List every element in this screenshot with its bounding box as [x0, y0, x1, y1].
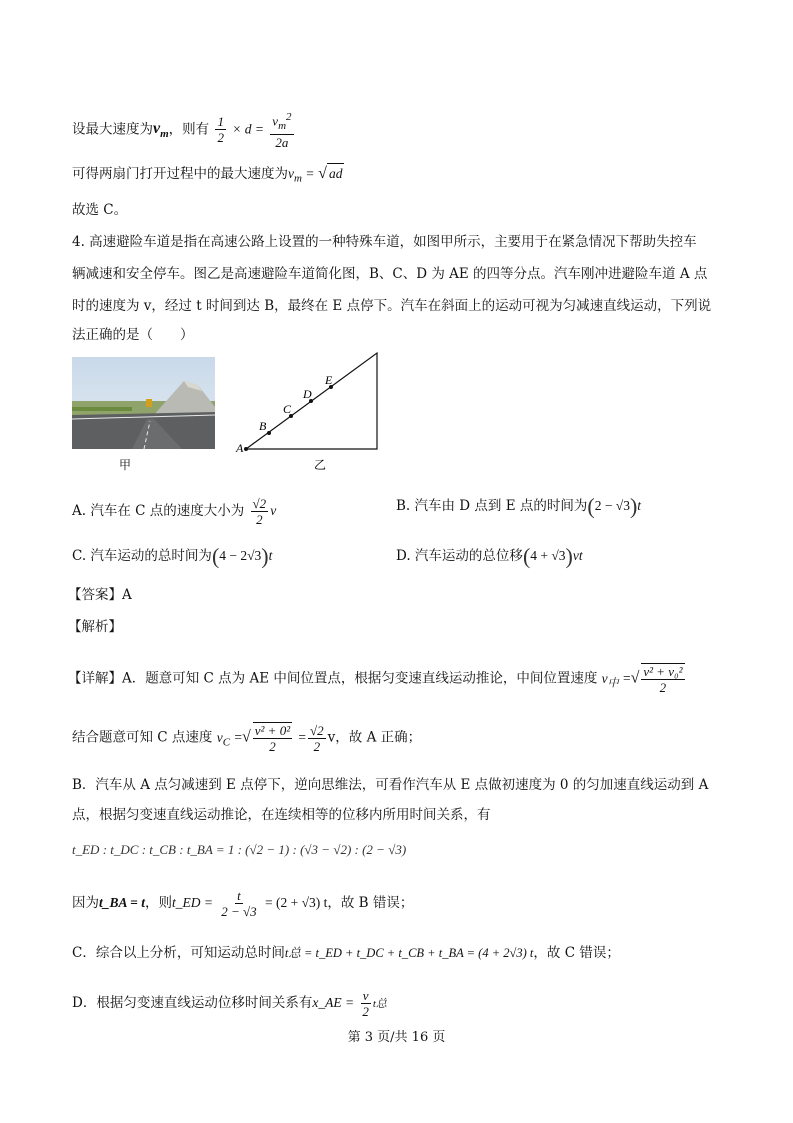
- detail-b-line-3: [72, 888, 413, 919]
- option-a-suffix: v: [270, 503, 277, 518]
- detail-d-line: [72, 988, 387, 1019]
- text: ，故 C 错误；: [533, 945, 620, 961]
- text: 可得两扇门打开过程中的最大速度为: [72, 166, 288, 182]
- text: ，则: [144, 895, 172, 911]
- q4-line-2: 辆减速和安全停车。图乙是高速避险车道简化图，B、C、D 为 AE 的四等分点。汽车刚冲进避险车道 A 点: [72, 266, 708, 282]
- detail-a-line-2: 结合题意可知 C 点速度 $v_C$ =√ $\frac{\text{v² + 0²}}{2}$ = $\frac{√2}{2}$ v，故 A 正确；: [72, 722, 422, 754]
- option-b-text: B. 汽车由 D 点到 E 点的时间为: [396, 498, 588, 514]
- fraction-mid-velocity: $\frac{\text{v² + v₀²}}{2}$: [643, 664, 683, 695]
- option-b[interactable]: B. 汽车由 D 点到 E 点的时间为(2 − √3)t: [396, 493, 642, 519]
- line-max-velocity: [72, 110, 296, 150]
- ted-result: = (2 + √3) t: [264, 895, 328, 910]
- q4-line-1: 4. 高速避险车道是指在高速公路上设置的一种特殊车道，如图甲所示，主要用于在紧急情况下帮助失控车: [72, 234, 697, 250]
- text: 【详解】A．题意可知 C 点为 AE 中间位置点，根据匀变速直线运动推论，中间位置速度: [68, 670, 598, 687]
- fraction-half: $\frac{1}{2}$: [217, 114, 224, 146]
- text: ，故 B 错误；: [327, 895, 414, 911]
- q4-line-3: 时的速度为 v，经过 t 时间到达 B，最终在 E 点停下。汽车在斜面上的运动可视为匀减速直线运动，下列说: [72, 298, 712, 314]
- choose-c: 故选 C。: [72, 202, 128, 218]
- text: D．根据匀变速直线运动位移时间关系有: [72, 995, 313, 1011]
- point-b-label: B: [259, 419, 267, 433]
- v-mid-symbol: $v_中$: [601, 670, 619, 690]
- point-c-label: C: [283, 402, 292, 416]
- option-c-text: C. 汽车运动的总时间为: [72, 548, 212, 564]
- option-c[interactable]: C. 汽车运动的总时间为(4 − 2√3)t: [72, 543, 273, 569]
- tba-eq: t_BA = t: [99, 895, 145, 910]
- ramp-diagram: [232, 348, 392, 473]
- caption-yi: 乙: [314, 458, 327, 472]
- vm-symbol: $v_m$: [288, 166, 302, 185]
- fraction-sqrt2-2: $\frac{√2}{2}$: [310, 722, 324, 754]
- text: 结合题意可知 C 点速度: [72, 729, 213, 746]
- total-time-expr: t总 = t_ED + t_DC + t_CB + t_BA = (4 + 2√3) t: [284, 946, 534, 960]
- sqrt-icon: √: [241, 728, 251, 746]
- option-b-expr: 2 − √3: [594, 498, 630, 513]
- fraction-v-over-2: $\frac{v}{2}$: [362, 988, 369, 1019]
- option-c-suffix: t: [268, 548, 273, 563]
- q4-line-4: 法正确的是（ ）: [72, 327, 194, 343]
- option-a[interactable]: [72, 496, 276, 527]
- fraction-vc: $\frac{\text{v² + 0²}}{2}$: [254, 723, 291, 754]
- point-e-label: E: [325, 373, 333, 387]
- radicand: ad: [327, 163, 345, 184]
- point-a-label: A: [236, 441, 244, 455]
- caption-jia: 甲: [119, 458, 132, 472]
- detail-c-line: [72, 943, 620, 963]
- vm-symbol: $v_m$: [153, 120, 169, 141]
- fraction-vm2-2a: $\frac{v_m^2}{2a}$: [272, 111, 292, 150]
- option-b-suffix: t: [637, 498, 642, 513]
- option-d[interactable]: D. 汽车运动的总位移(4 + √3)vt: [396, 543, 583, 569]
- detail-b-line-2: 点，根据匀变速直线运动推论，在连续相等的位移内所用时间关系，有: [72, 807, 491, 823]
- times-d: × d =: [232, 121, 264, 137]
- text: C．综合以上分析，可知运动总时间: [72, 945, 285, 961]
- sqrt-icon: √: [318, 165, 327, 182]
- option-d-suffix: vt: [572, 548, 583, 563]
- page-footer: 第 3 页/共 16 页: [347, 1030, 446, 1045]
- text: 因为: [72, 895, 99, 911]
- escape-ramp-photo: [72, 357, 215, 449]
- equals: =: [306, 166, 314, 181]
- option-a-text: A. 汽车在 C 点的速度大小为: [72, 503, 245, 519]
- xae-eq: x_AE =: [312, 995, 355, 1010]
- option-d-text: D. 汽车运动的总位移: [396, 548, 523, 564]
- text: v，故 A 正确；: [327, 729, 422, 746]
- t-total: t总: [372, 998, 387, 1010]
- vc-symbol: $v_C$: [216, 729, 231, 749]
- point-d-label: D: [303, 387, 312, 401]
- time-ratio-equation: t_ED : t_DC : t_CB : t_BA = 1 : (√2 − 1) : (√3 − √2) : (2 − √3): [72, 842, 407, 857]
- sqrt-icon: √: [630, 669, 640, 687]
- ted-eq: t_ED =: [171, 895, 213, 910]
- answer: 【答案】A: [68, 587, 132, 603]
- analysis-heading: 【解析】: [68, 619, 122, 635]
- fraction-t-over-2-minus-sqrt3: $\frac{t}{2 - √3}$: [221, 888, 257, 919]
- fraction-sqrt2-over-2: $\frac{√2}{2}$: [252, 496, 267, 527]
- option-c-expr: 4 − 2√3: [219, 548, 262, 563]
- text: 设最大速度为: [72, 121, 153, 138]
- detail-a-line-1: 【详解】A．题意可知 C 点为 AE 中间位置点，根据匀变速直线运动推论，中间位置速度 $v_中$ =√ $\frac{\text{v² + v₀²}}{2}$: [68, 664, 683, 695]
- option-d-expr: 4 + √3: [530, 548, 566, 563]
- detail-b-line-1: B．汽车从 A 点匀减速到 E 点停下，逆向思维法，可看作汽车从 E 点做初速度为 0 的匀加速直线运动到 A: [72, 777, 709, 793]
- line-max-velocity-result: [72, 163, 344, 189]
- text: ，则有: [168, 121, 210, 138]
